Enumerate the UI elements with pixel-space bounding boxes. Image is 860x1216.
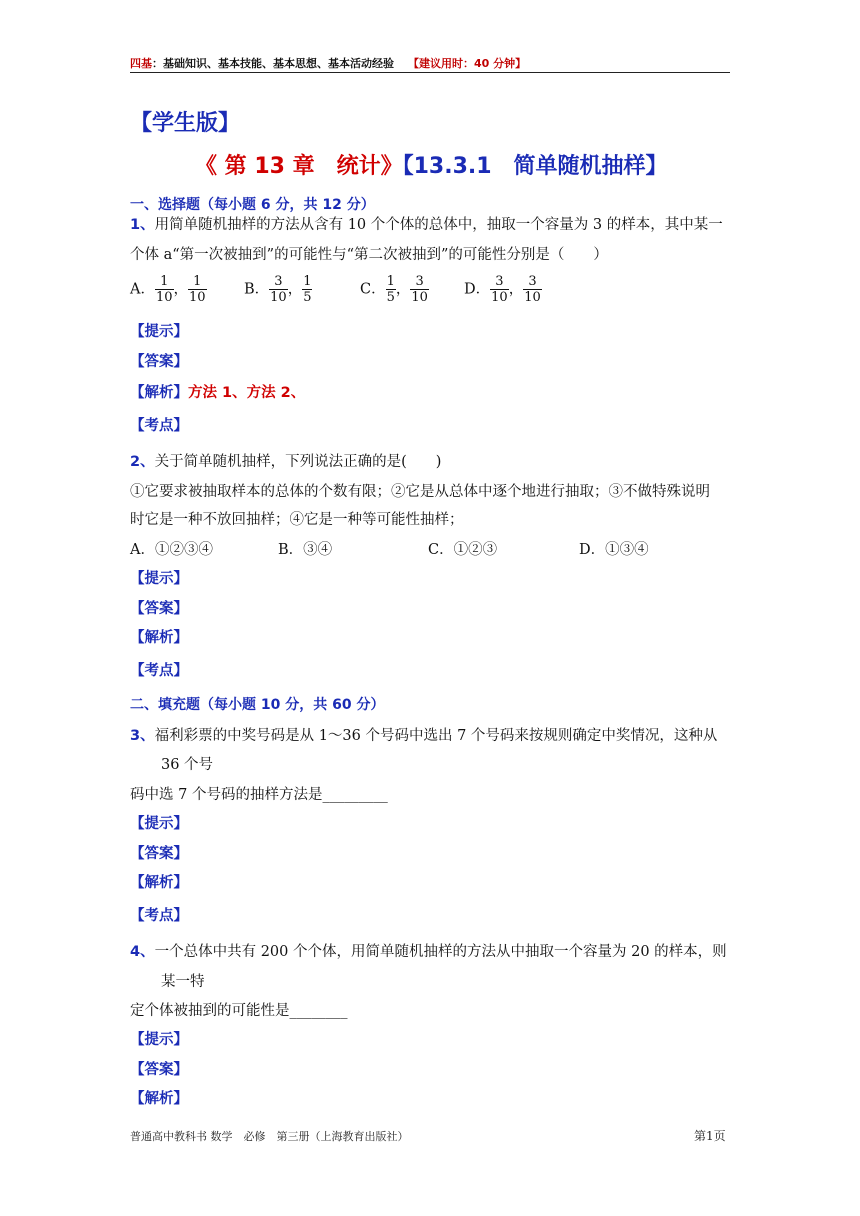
question-3-line-2: 36 个号	[161, 757, 214, 773]
analysis-label: 【解析】	[130, 1091, 188, 1107]
hint-label: 【提示】	[130, 324, 188, 340]
option-letter: A．	[130, 281, 155, 298]
title-section: 【13.3.1 简单随机抽样】	[402, 154, 668, 179]
hint-label: 【提示】	[130, 571, 188, 587]
denominator: 5	[386, 290, 395, 305]
page-header	[130, 55, 526, 71]
title-chapter: 《 第 13 章 统计》	[195, 154, 403, 179]
numerator: 3	[410, 274, 429, 290]
version-label: 【学生版】	[130, 111, 241, 136]
header-items: ：基础知识、基本技能、基本思想、基本活动经验	[152, 57, 394, 70]
option-b: B．③④	[278, 542, 333, 558]
question-text: 用简单随机抽样的方法从含有 10 个个体的总体中，抽取一个容量为 3 的样本，其中某一	[154, 217, 723, 233]
answer-label: 【答案】	[130, 846, 188, 862]
option-letter: C．	[360, 281, 386, 298]
analysis-label-text: 【解析】	[130, 385, 188, 401]
denominator: 5	[303, 290, 312, 305]
option-c: C．①②③	[428, 542, 498, 558]
question-number: 2、	[130, 454, 155, 470]
option-c: C． $\frac{1}{5}$ ， $\frac{3}{10}$	[360, 274, 428, 305]
fraction	[302, 274, 312, 305]
page-title	[195, 149, 668, 180]
question-2-line-3: 时它是一种不放回抽样；④它是一种等可能性抽样；	[130, 512, 464, 528]
header-rule	[130, 72, 730, 73]
answer-label: 【答案】	[130, 1062, 188, 1078]
question-text: 一个总体中共有 200 个个体，用简单随机抽样的方法从中抽取一个容量为 20 的样本，则	[154, 944, 727, 960]
page-number: 第1页	[694, 1129, 726, 1143]
fraction	[269, 274, 288, 305]
analysis-methods: 方法 1、方法 2、	[188, 385, 306, 401]
question-text: 福利彩票的中奖号码是从 1～36 个号码中选出 7 个号码来按规则确定中奖情况，这种从	[154, 728, 718, 744]
section-heading-fill: 二、填充题（每小题 10 分，共 60 分）	[130, 697, 385, 713]
question-3-line-1	[130, 724, 717, 745]
numerator: 1	[188, 274, 207, 290]
denominator: 10	[411, 290, 428, 305]
numerator: 1	[386, 274, 395, 289]
option-b: B． $\frac{3}{10}$ ， $\frac{1}{5}$	[244, 274, 312, 305]
question-number: 4、	[130, 944, 155, 960]
option-a: A．①②③④	[130, 542, 213, 558]
numerator: 3	[490, 274, 509, 290]
question-4-line-2: 某一特	[161, 974, 205, 990]
numerator: 3	[523, 274, 542, 290]
numerator: 1	[155, 274, 174, 290]
hint-label: 【提示】	[130, 816, 188, 832]
numerator: 3	[269, 274, 288, 290]
denominator: 10	[524, 290, 541, 305]
point-label: 【考点】	[130, 908, 188, 924]
fraction	[155, 274, 174, 305]
question-1-line-1	[130, 213, 723, 234]
question-1-line-2: 个体 a“第一次被抽到”的可能性与“第二次被抽到”的可能性分别是（ ）	[130, 247, 608, 263]
option-letter: B．	[244, 281, 270, 298]
answer-label: 【答案】	[130, 601, 188, 617]
question-number: 1、	[130, 217, 155, 233]
question-number: 3、	[130, 728, 155, 744]
option-letter: D．	[464, 281, 491, 298]
analysis-label: 【解析】	[130, 875, 188, 891]
question-text: 关于简单随机抽样，下列说法正确的是( )	[154, 454, 442, 470]
point-label: 【考点】	[130, 663, 188, 679]
denominator: 10	[189, 290, 206, 305]
question-2-line-1	[130, 450, 441, 471]
option-a: A． $\frac{1}{10}$ ， $\frac{1}{10}$	[130, 274, 206, 305]
fraction	[386, 274, 396, 305]
denominator: 10	[155, 290, 173, 305]
question-4-line-1	[130, 940, 727, 961]
point-label: 【考点】	[130, 418, 188, 434]
header-time-tip: 【建议用时：40 分钟】	[408, 57, 527, 70]
question-3-line-3: 码中选 7 个号码的抽样方法是_________	[130, 787, 388, 803]
analysis-label	[130, 381, 305, 402]
denominator: 10	[491, 290, 508, 305]
fraction	[188, 274, 207, 305]
fraction	[523, 274, 542, 305]
question-2-line-2: ①它要求被抽取样本的总体的个数有限；②它是从总体中逐个地进行抽取；③不做特殊说明	[130, 484, 710, 500]
denominator: 10	[270, 290, 287, 305]
fraction	[490, 274, 509, 305]
option-d: D．①③④	[579, 542, 649, 558]
footer-book-title: 普通高中教科书 数学 必修 第三册（上海教育出版社）	[130, 1130, 409, 1143]
hint-label: 【提示】	[130, 1032, 188, 1048]
numerator: 1	[303, 274, 312, 289]
analysis-label: 【解析】	[130, 630, 188, 646]
header-siji: 四基	[130, 57, 152, 70]
answer-label: 【答案】	[130, 354, 188, 370]
option-d: D． $\frac{3}{10}$ ， $\frac{3}{10}$	[464, 274, 541, 305]
question-4-line-3: 定个体被抽到的可能性是________	[130, 1003, 348, 1019]
section-heading-choice: 一、选择题（每小题 6 分，共 12 分）	[130, 197, 375, 213]
fraction	[410, 274, 429, 305]
